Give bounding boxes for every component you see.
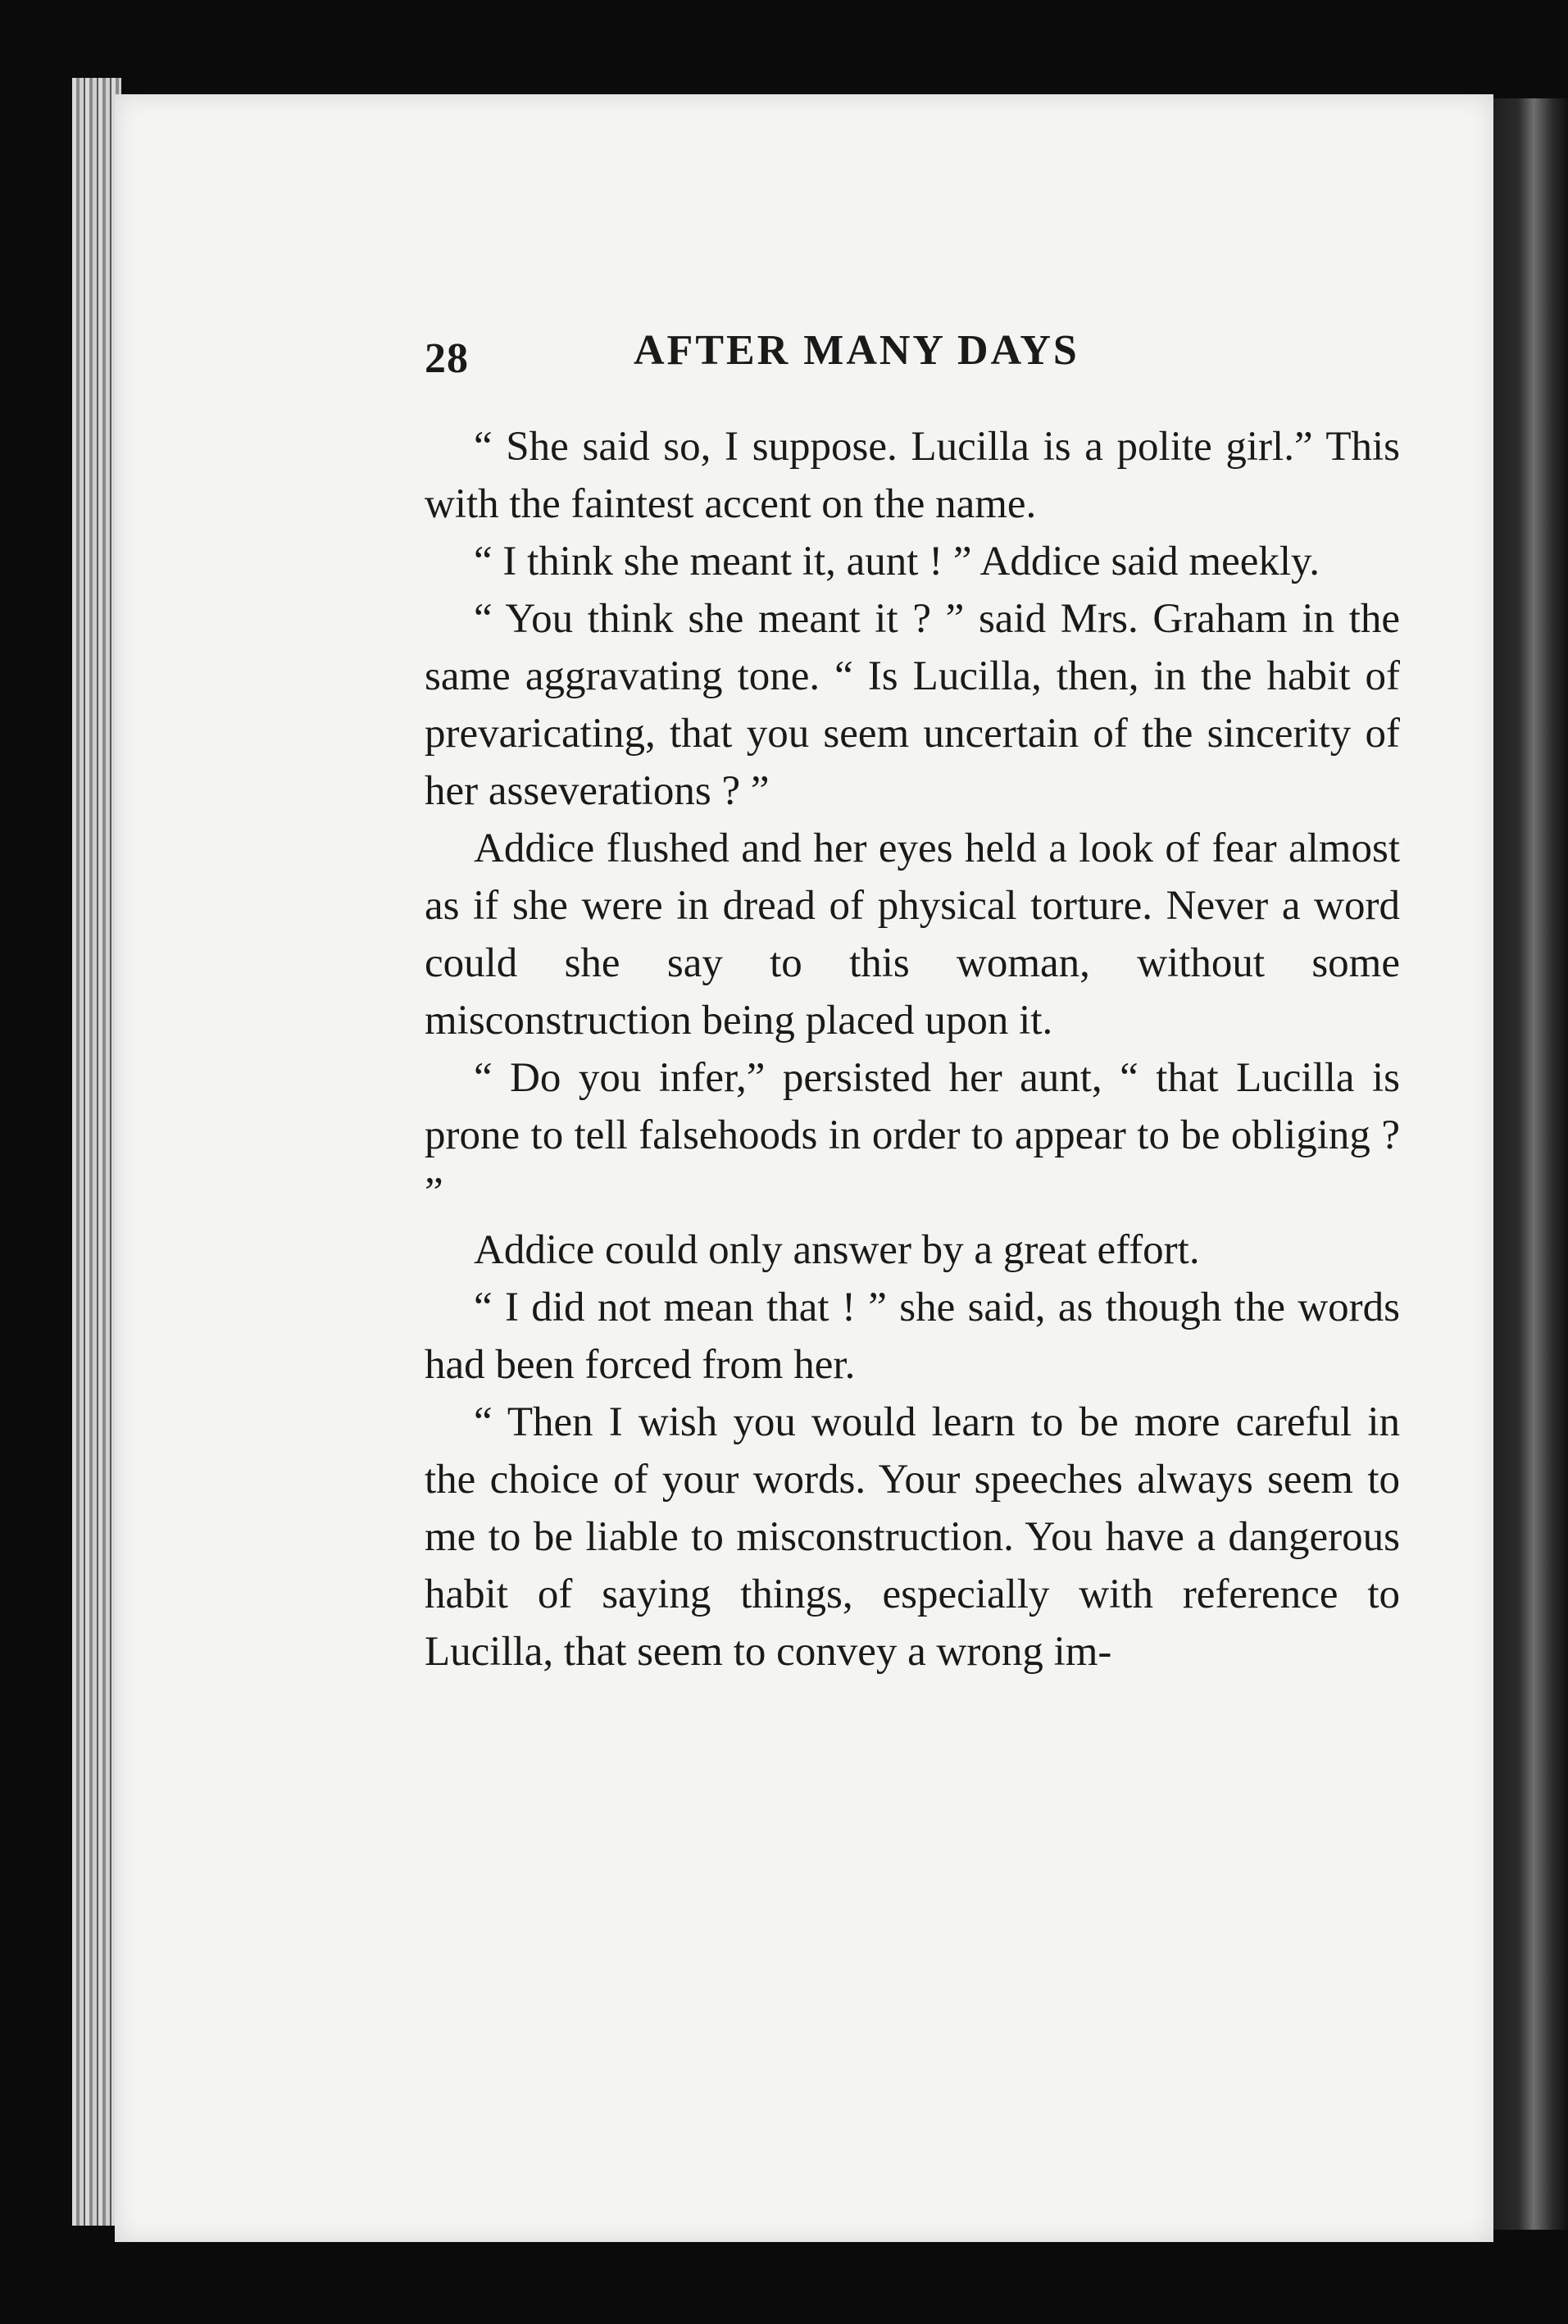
book-binding-shadow [1492,98,1568,2230]
running-head [425,326,1400,392]
paragraph: “ Do you infer,” persisted her aunt, “ that Lucilla is prone to tell falsehoods in order to appear to be obliging ? ” [425,1055,1400,1216]
page-number: 28 [425,335,469,382]
book-page-edges [72,78,121,2226]
paragraph: “ You think she meant it ? ” said Mrs. Graham in the same aggravating tone. “ Is Lucilla, then, in the habit of prevaricating, that you seem uncertain of the sincerity of her asseverations ? ” [425,596,1400,814]
paragraph: “ She said so, I suppose. Lucilla is a polite girl.” This with the faintest accent on the name. [425,424,1400,527]
paragraph: “ I think she meant it, aunt ! ” Addice said meekly. [474,539,1320,584]
paragraph: Addice could only answer by a great effort. [474,1227,1200,1273]
paragraph: “ I did not mean that ! ” she said, as though the words had been forced from her. [425,1285,1400,1388]
paragraph: Addice flushed and her eyes held a look of fear almost as if she were in dread of physical torture. Never a word could she say to this woman, without some misconstruction being placed upon it. [425,825,1400,1044]
running-title: AFTER MANY DAYS [634,327,1079,374]
page-text-block [425,326,1400,1680]
paragraph: “ Then I wish you would learn to be more careful in the choice of your words. Your speeches always seem to me to be liable to misconstruction. You have a dangerous habit of saying things, especially with reference to Lucilla, that seem to convey a wrong im- [425,1399,1400,1675]
